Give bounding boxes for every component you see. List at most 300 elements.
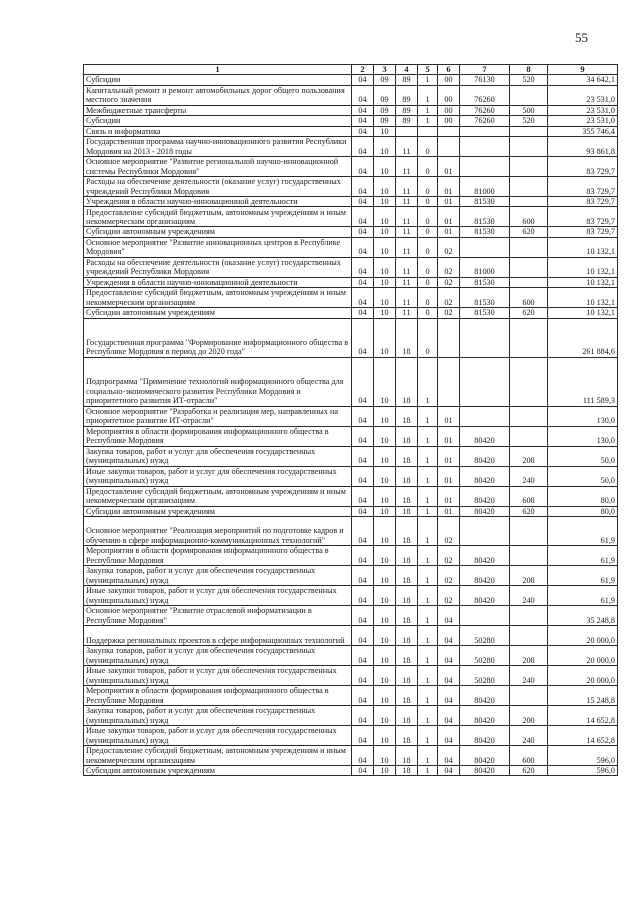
- subsection-code-cell: 10: [374, 746, 396, 766]
- expense-type-cell: 600: [510, 288, 548, 308]
- event-code-cell: 01: [438, 197, 460, 207]
- amount-cell: 20 000,0: [548, 626, 618, 646]
- table-row: [84, 227, 618, 237]
- subprogram-code-cell: 1: [418, 466, 438, 486]
- amount-cell: 80,0: [548, 506, 618, 516]
- event-code-cell: 04: [438, 626, 460, 646]
- subprogram-code-cell: 1: [418, 546, 438, 566]
- section-code-cell: 04: [352, 546, 374, 566]
- subsection-code-cell: 10: [374, 446, 396, 466]
- amount-cell: 83 729,7: [548, 177, 618, 197]
- subprogram-code-cell: 1: [418, 75, 438, 85]
- event-code-cell: [438, 357, 460, 406]
- expense-type-cell: [510, 177, 548, 197]
- amount-cell: 111 589,3: [548, 357, 618, 406]
- subprogram-code-cell: 0: [418, 137, 438, 157]
- table-row: [84, 257, 618, 277]
- event-code-cell: 01: [438, 426, 460, 446]
- amount-cell: 14 652,8: [548, 726, 618, 746]
- row-name-cell: Субсидии автономным учреждениям: [84, 506, 352, 516]
- expense-type-cell: 200: [510, 646, 548, 666]
- event-code-cell: 01: [438, 207, 460, 227]
- expense-type-cell: [510, 126, 548, 136]
- direction-code-cell: 80420: [460, 586, 510, 606]
- amount-cell: 50,0: [548, 446, 618, 466]
- event-code-cell: 04: [438, 706, 460, 726]
- amount-cell: 34 642,1: [548, 75, 618, 85]
- program-code-cell: 18: [396, 426, 418, 446]
- event-code-cell: 00: [438, 85, 460, 105]
- expense-type-cell: [510, 406, 548, 426]
- budget-table: [83, 64, 618, 776]
- row-name-cell: Связь и информатика: [84, 126, 352, 136]
- subprogram-code-cell: 1: [418, 746, 438, 766]
- table-row: [84, 406, 618, 426]
- event-code-cell: 02: [438, 546, 460, 566]
- row-name-cell: Мероприятия в области формирования информационного общества в Республике Мордовия: [84, 686, 352, 706]
- subsection-code-cell: 10: [374, 766, 396, 776]
- program-code-cell: 18: [396, 506, 418, 516]
- direction-code-cell: 50280: [460, 626, 510, 646]
- subsection-code-cell: 10: [374, 277, 396, 287]
- row-name-cell: Расходы на обеспечение деятельности (оказание услуг) государственных учреждений Республики Мордовия: [84, 177, 352, 197]
- subprogram-code-cell: 1: [418, 606, 438, 626]
- amount-cell: 80,0: [548, 486, 618, 506]
- subsection-code-cell: 09: [374, 75, 396, 85]
- table-row: [84, 126, 618, 136]
- section-code-cell: 04: [352, 137, 374, 157]
- amount-cell: 10 132,1: [548, 308, 618, 318]
- row-name-cell: Закупка товаров, работ и услуг для обеспечения государственных (муниципальных) нужд: [84, 446, 352, 466]
- amount-cell: 10 132,1: [548, 237, 618, 257]
- program-code-cell: 18: [396, 466, 418, 486]
- table-row: [84, 726, 618, 746]
- subsection-code-cell: 10: [374, 288, 396, 308]
- row-name-cell: Предоставление субсидий бюджетным, автономным учреждениям и иным некоммерческим организациям: [84, 207, 352, 227]
- amount-cell: 14 652,8: [548, 706, 618, 726]
- table-row: [84, 137, 618, 157]
- direction-code-cell: 80420: [460, 746, 510, 766]
- expense-type-cell: 600: [510, 486, 548, 506]
- row-name-cell: Учреждения в области научно-инновационной деятельности: [84, 197, 352, 207]
- event-code-cell: 02: [438, 517, 460, 546]
- expense-type-cell: [510, 517, 548, 546]
- column-header: 2: [352, 65, 374, 75]
- expense-type-cell: [510, 277, 548, 287]
- expense-type-cell: [510, 606, 548, 626]
- expense-type-cell: [510, 426, 548, 446]
- amount-cell: 596,0: [548, 746, 618, 766]
- subprogram-code-cell: 1: [418, 506, 438, 516]
- section-code-cell: 04: [352, 357, 374, 406]
- expense-type-cell: [510, 237, 548, 257]
- row-name-cell: Иные закупки товаров, работ и услуг для обеспечения государственных (муниципальных) нужд: [84, 466, 352, 486]
- section-code-cell: 04: [352, 666, 374, 686]
- program-code-cell: 11: [396, 237, 418, 257]
- program-code-cell: 18: [396, 686, 418, 706]
- amount-cell: 83 729,7: [548, 197, 618, 207]
- program-code-cell: 18: [396, 517, 418, 546]
- subprogram-code-cell: 1: [418, 666, 438, 686]
- event-code-cell: [438, 318, 460, 357]
- direction-code-cell: 81530: [460, 227, 510, 237]
- table-row: [84, 517, 618, 546]
- table-row: [84, 85, 618, 105]
- subprogram-code-cell: 0: [418, 257, 438, 277]
- direction-code-cell: 76260: [460, 116, 510, 126]
- program-code-cell: 89: [396, 75, 418, 85]
- section-code-cell: 04: [352, 646, 374, 666]
- row-name-cell: Поддержка региональных проектов в сфере информационных технологий: [84, 626, 352, 646]
- row-name-cell: Мероприятия в области формирования информационного общества в Республике Мордовия: [84, 426, 352, 446]
- direction-code-cell: 80420: [460, 706, 510, 726]
- row-name-cell: Капитальный ремонт и ремонт автомобильных дорог общего пользования местного значения: [84, 85, 352, 105]
- subprogram-code-cell: 1: [418, 646, 438, 666]
- column-header: 9: [548, 65, 618, 75]
- expense-type-cell: [510, 85, 548, 105]
- expense-type-cell: 200: [510, 706, 548, 726]
- amount-cell: 61,9: [548, 566, 618, 586]
- program-code-cell: 11: [396, 177, 418, 197]
- row-name-cell: Субсидии: [84, 116, 352, 126]
- event-code-cell: 01: [438, 157, 460, 177]
- row-name-cell: Иные закупки товаров, работ и услуг для обеспечения государственных (муниципальных) нужд: [84, 666, 352, 686]
- expense-type-cell: 520: [510, 75, 548, 85]
- event-code-cell: 04: [438, 746, 460, 766]
- program-code-cell: 89: [396, 105, 418, 115]
- direction-code-cell: 81530: [460, 207, 510, 227]
- direction-code-cell: 80420: [460, 506, 510, 516]
- amount-cell: 10 132,1: [548, 277, 618, 287]
- expense-type-cell: 520: [510, 116, 548, 126]
- amount-cell: 130,0: [548, 406, 618, 426]
- subsection-code-cell: 10: [374, 318, 396, 357]
- program-code-cell: 18: [396, 486, 418, 506]
- direction-code-cell: 80420: [460, 426, 510, 446]
- amount-cell: 83 729,7: [548, 157, 618, 177]
- table-row: [84, 446, 618, 466]
- table-body: [84, 75, 618, 776]
- program-code-cell: 11: [396, 197, 418, 207]
- subsection-code-cell: 10: [374, 706, 396, 726]
- program-code-cell: 18: [396, 566, 418, 586]
- program-code-cell: 18: [396, 646, 418, 666]
- direction-code-cell: 80420: [460, 686, 510, 706]
- expense-type-cell: [510, 626, 548, 646]
- table-row: [84, 357, 618, 406]
- section-code-cell: 04: [352, 318, 374, 357]
- program-code-cell: 18: [396, 406, 418, 426]
- program-code-cell: 18: [396, 357, 418, 406]
- expense-type-cell: [510, 546, 548, 566]
- subprogram-code-cell: 0: [418, 197, 438, 207]
- subsection-code-cell: 10: [374, 546, 396, 566]
- column-header: 4: [396, 65, 418, 75]
- section-code-cell: 04: [352, 308, 374, 318]
- subsection-code-cell: 10: [374, 566, 396, 586]
- subprogram-code-cell: 1: [418, 517, 438, 546]
- subprogram-code-cell: [418, 126, 438, 136]
- event-code-cell: 04: [438, 666, 460, 686]
- program-code-cell: 11: [396, 207, 418, 227]
- expense-type-cell: 200: [510, 566, 548, 586]
- table-row: [84, 116, 618, 126]
- table-row: [84, 318, 618, 357]
- direction-code-cell: [460, 157, 510, 177]
- table-row: [84, 157, 618, 177]
- event-code-cell: 01: [438, 227, 460, 237]
- direction-code-cell: [460, 406, 510, 426]
- row-name-cell: Расходы на обеспечение деятельности (оказание услуг) государственных учреждений Республики Мордовия: [84, 257, 352, 277]
- expense-type-cell: 240: [510, 666, 548, 686]
- section-code-cell: 04: [352, 746, 374, 766]
- table-row: [84, 197, 618, 207]
- subprogram-code-cell: 1: [418, 766, 438, 776]
- program-code-cell: 89: [396, 85, 418, 105]
- row-name-cell: Субсидии автономным учреждениям: [84, 308, 352, 318]
- program-code-cell: 18: [396, 766, 418, 776]
- subsection-code-cell: 10: [374, 257, 396, 277]
- program-code-cell: 11: [396, 157, 418, 177]
- subsection-code-cell: 10: [374, 586, 396, 606]
- amount-cell: 83 729,7: [548, 207, 618, 227]
- row-name-cell: Закупка товаров, работ и услуг для обеспечения государственных (муниципальных) нужд: [84, 646, 352, 666]
- program-code-cell: 18: [396, 606, 418, 626]
- subprogram-code-cell: 0: [418, 207, 438, 227]
- direction-code-cell: 80420: [460, 766, 510, 776]
- expense-type-cell: 620: [510, 766, 548, 776]
- section-code-cell: 04: [352, 506, 374, 516]
- amount-cell: 83 729,7: [548, 227, 618, 237]
- table-row: [84, 746, 618, 766]
- expense-type-cell: 620: [510, 308, 548, 318]
- table-row: [84, 766, 618, 776]
- table-row: [84, 506, 618, 516]
- event-code-cell: 02: [438, 288, 460, 308]
- column-header: 3: [374, 65, 396, 75]
- program-code-cell: 11: [396, 288, 418, 308]
- event-code-cell: 04: [438, 726, 460, 746]
- program-code-cell: 18: [396, 446, 418, 466]
- row-name-cell: Государственная программа "Формирование информационного общества в Республике Мордовия в период до 2020 года": [84, 318, 352, 357]
- section-code-cell: 04: [352, 486, 374, 506]
- subprogram-code-cell: 1: [418, 426, 438, 446]
- program-code-cell: 11: [396, 277, 418, 287]
- amount-cell: 130,0: [548, 426, 618, 446]
- table-row: [84, 237, 618, 257]
- subsection-code-cell: 10: [374, 308, 396, 318]
- row-name-cell: Межбюджетные трансферты: [84, 105, 352, 115]
- section-code-cell: 04: [352, 197, 374, 207]
- section-code-cell: 04: [352, 606, 374, 626]
- direction-code-cell: 80420: [460, 566, 510, 586]
- program-code-cell: 11: [396, 227, 418, 237]
- table-row: [84, 566, 618, 586]
- subprogram-code-cell: 0: [418, 177, 438, 197]
- subprogram-code-cell: 1: [418, 626, 438, 646]
- subsection-code-cell: 10: [374, 686, 396, 706]
- subsection-code-cell: 10: [374, 426, 396, 446]
- amount-cell: 93 861,8: [548, 137, 618, 157]
- expense-type-cell: [510, 157, 548, 177]
- subsection-code-cell: 10: [374, 506, 396, 516]
- event-code-cell: 04: [438, 646, 460, 666]
- subsection-code-cell: 10: [374, 357, 396, 406]
- section-code-cell: 04: [352, 566, 374, 586]
- subprogram-code-cell: 0: [418, 157, 438, 177]
- subsection-code-cell: 09: [374, 105, 396, 115]
- section-code-cell: 04: [352, 75, 374, 85]
- subprogram-code-cell: 1: [418, 85, 438, 105]
- section-code-cell: 04: [352, 157, 374, 177]
- section-code-cell: 04: [352, 426, 374, 446]
- expense-type-cell: [510, 686, 548, 706]
- subsection-code-cell: 10: [374, 726, 396, 746]
- section-code-cell: 04: [352, 288, 374, 308]
- column-header: 6: [438, 65, 460, 75]
- program-code-cell: 18: [396, 666, 418, 686]
- row-name-cell: Подпрограмма "Применение технологий информационного общества для социально-экономического развития Республики Мордовия и приоритетного развития ИТ-отрасли": [84, 357, 352, 406]
- amount-cell: 35 248,8: [548, 606, 618, 626]
- program-code-cell: 11: [396, 137, 418, 157]
- section-code-cell: 04: [352, 177, 374, 197]
- row-name-cell: Закупка товаров, работ и услуг для обеспечения государственных (муниципальных) нужд: [84, 706, 352, 726]
- column-header: 5: [418, 65, 438, 75]
- subsection-code-cell: 10: [374, 486, 396, 506]
- subsection-code-cell: 10: [374, 517, 396, 546]
- subsection-code-cell: 10: [374, 207, 396, 227]
- direction-code-cell: 81530: [460, 288, 510, 308]
- table-row: [84, 546, 618, 566]
- direction-code-cell: 50280: [460, 646, 510, 666]
- table-row: [84, 105, 618, 115]
- amount-cell: 20 000,0: [548, 666, 618, 686]
- subsection-code-cell: 10: [374, 646, 396, 666]
- event-code-cell: 04: [438, 766, 460, 776]
- subsection-code-cell: 10: [374, 606, 396, 626]
- table-row: [84, 686, 618, 706]
- event-code-cell: 01: [438, 466, 460, 486]
- subprogram-code-cell: 0: [418, 288, 438, 308]
- subprogram-code-cell: 0: [418, 308, 438, 318]
- amount-cell: 10 132,1: [548, 288, 618, 308]
- program-code-cell: 11: [396, 308, 418, 318]
- table-row: [84, 466, 618, 486]
- section-code-cell: 04: [352, 517, 374, 546]
- table-row: [84, 626, 618, 646]
- amount-cell: 50,0: [548, 466, 618, 486]
- table-row: [84, 308, 618, 318]
- program-code-cell: 18: [396, 726, 418, 746]
- direction-code-cell: 81000: [460, 177, 510, 197]
- direction-code-cell: 80420: [460, 546, 510, 566]
- event-code-cell: 02: [438, 566, 460, 586]
- expense-type-cell: 620: [510, 506, 548, 516]
- event-code-cell: 02: [438, 586, 460, 606]
- table-row: [84, 586, 618, 606]
- amount-cell: 10 132,1: [548, 257, 618, 277]
- subprogram-code-cell: 1: [418, 105, 438, 115]
- direction-code-cell: 80420: [460, 726, 510, 746]
- event-code-cell: 01: [438, 486, 460, 506]
- expense-type-cell: 240: [510, 466, 548, 486]
- event-code-cell: 00: [438, 75, 460, 85]
- program-code-cell: 18: [396, 318, 418, 357]
- direction-code-cell: 81000: [460, 257, 510, 277]
- program-code-cell: 11: [396, 257, 418, 277]
- table-row: [84, 486, 618, 506]
- table-row: [84, 277, 618, 287]
- subsection-code-cell: 10: [374, 406, 396, 426]
- direction-code-cell: [460, 137, 510, 157]
- subsection-code-cell: 10: [374, 227, 396, 237]
- row-name-cell: Государственная программа научно-инновационного развития Республики Мордовия на 2013 - 2018 годы: [84, 137, 352, 157]
- row-name-cell: Основное мероприятие "Разработка и реализация мер, направленных на приоритетное развитие ИТ-отрасли": [84, 406, 352, 426]
- subsection-code-cell: 10: [374, 237, 396, 257]
- table-row: [84, 177, 618, 197]
- column-header: 8: [510, 65, 548, 75]
- direction-code-cell: 81530: [460, 197, 510, 207]
- row-name-cell: Мероприятия в области формирования информационного общества в Республике Мордовия: [84, 546, 352, 566]
- subprogram-code-cell: 1: [418, 486, 438, 506]
- event-code-cell: 04: [438, 606, 460, 626]
- section-code-cell: 04: [352, 126, 374, 136]
- section-code-cell: 04: [352, 446, 374, 466]
- section-code-cell: 04: [352, 726, 374, 746]
- event-code-cell: 04: [438, 686, 460, 706]
- row-name-cell: Иные закупки товаров, работ и услуг для обеспечения государственных (муниципальных) нужд: [84, 726, 352, 746]
- subsection-code-cell: 10: [374, 666, 396, 686]
- section-code-cell: 04: [352, 85, 374, 105]
- expense-type-cell: 240: [510, 726, 548, 746]
- row-name-cell: Предоставление субсидий бюджетным, автономным учреждениям и иным некоммерческим организациям: [84, 746, 352, 766]
- expense-type-cell: [510, 357, 548, 406]
- subsection-code-cell: 10: [374, 626, 396, 646]
- subprogram-code-cell: 0: [418, 237, 438, 257]
- subprogram-code-cell: 1: [418, 726, 438, 746]
- expense-type-cell: 240: [510, 586, 548, 606]
- section-code-cell: 04: [352, 706, 374, 726]
- event-code-cell: 02: [438, 277, 460, 287]
- section-code-cell: 04: [352, 586, 374, 606]
- subprogram-code-cell: 0: [418, 318, 438, 357]
- direction-code-cell: 81530: [460, 308, 510, 318]
- amount-cell: 61,9: [548, 586, 618, 606]
- amount-cell: 355 746,4: [548, 126, 618, 136]
- direction-code-cell: 50280: [460, 666, 510, 686]
- table-row: [84, 288, 618, 308]
- direction-code-cell: 80420: [460, 486, 510, 506]
- event-code-cell: 02: [438, 308, 460, 318]
- expense-type-cell: 600: [510, 746, 548, 766]
- section-code-cell: 04: [352, 257, 374, 277]
- direction-code-cell: 76260: [460, 105, 510, 115]
- expense-type-cell: [510, 197, 548, 207]
- row-name-cell: Субсидии: [84, 75, 352, 85]
- program-code-cell: 18: [396, 706, 418, 726]
- subsection-code-cell: 10: [374, 466, 396, 486]
- page-number: 55: [575, 30, 588, 45]
- direction-code-cell: [460, 237, 510, 257]
- expense-type-cell: [510, 318, 548, 357]
- subprogram-code-cell: 1: [418, 446, 438, 466]
- expense-type-cell: [510, 257, 548, 277]
- row-name-cell: Основное мероприятие "Развитие инновационных центров в Республике Мордовия": [84, 237, 352, 257]
- subprogram-code-cell: 1: [418, 586, 438, 606]
- section-code-cell: 04: [352, 766, 374, 776]
- subsection-code-cell: 09: [374, 85, 396, 105]
- section-code-cell: 04: [352, 207, 374, 227]
